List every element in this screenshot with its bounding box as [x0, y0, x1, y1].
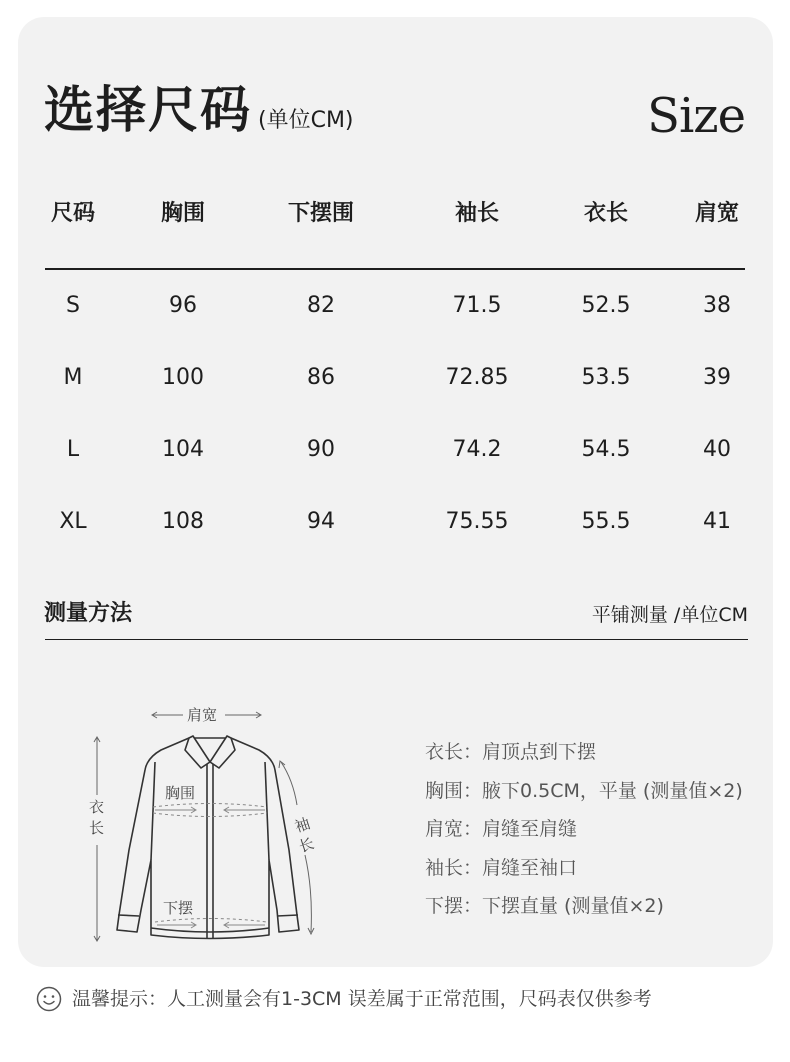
shirt-measurement-diagram: [85, 700, 335, 950]
table-cell: 100: [162, 365, 204, 390]
table-cell: 86: [307, 365, 335, 390]
column-header: 肩宽: [694, 201, 740, 226]
chest-label: 胸围: [165, 784, 196, 802]
sleeve-label-1: 袖: [292, 814, 313, 837]
column-header: 胸围: [160, 201, 206, 226]
measurement-descriptions: [425, 733, 765, 926]
table-header-divider: [45, 268, 745, 270]
column-header: 衣长: [583, 201, 629, 226]
table-row: [45, 502, 745, 542]
table-cell: 104: [162, 437, 204, 462]
table-cell: 52.5: [581, 293, 631, 318]
table-cell: 90: [307, 437, 335, 462]
table-cell: 75.55: [445, 509, 509, 534]
hem-label: 下摆: [163, 899, 194, 917]
method-note: 平铺测量 /单位CM: [591, 604, 748, 626]
description-line: 胸围：腋下0.5CM，平量 (测量值×2): [425, 779, 743, 802]
column-header: 尺码: [50, 201, 96, 226]
unit-label: (单位CM): [258, 108, 354, 133]
description-line: 下摆：下摆直量 (测量值×2): [425, 895, 664, 917]
column-header: 下摆围: [287, 201, 355, 226]
table-cell: 39: [703, 365, 731, 390]
table-header-row: [45, 194, 745, 234]
table-row: [45, 358, 745, 398]
table-cell: 96: [169, 293, 197, 318]
table-cell: 94: [307, 509, 335, 534]
table-cell: 108: [162, 509, 204, 534]
table-cell: 55.5: [581, 509, 631, 534]
smile-icon: [36, 986, 62, 1012]
table-row: [45, 430, 745, 470]
table-cell: 72.85: [445, 365, 509, 390]
description-line: 肩宽：肩缝至肩缝: [425, 818, 578, 840]
table-cell: 53.5: [581, 365, 631, 390]
size-wordmark: Size: [647, 88, 745, 144]
table-cell: 71.5: [452, 293, 502, 318]
length-label-1: 衣: [89, 798, 105, 816]
table-cell: 82: [307, 293, 335, 318]
table-cell: XL: [59, 509, 87, 534]
table-cell: 40: [703, 437, 731, 462]
shoulder-label: 肩宽: [187, 706, 218, 724]
table-cell: 38: [703, 293, 731, 318]
description-line: 衣长：肩顶点到下摆: [425, 741, 597, 763]
table-cell: 41: [703, 509, 731, 534]
column-header: 袖长: [454, 201, 500, 226]
method-title: 测量方法: [44, 601, 133, 626]
footer-text: 温馨提示：人工测量会有1-3CM 误差属于正常范围，尺码表仅供参考: [72, 988, 652, 1010]
description-line: 袖长：肩缝至袖口: [425, 856, 578, 879]
page-title: 选择尺码: [44, 81, 252, 139]
table-row: [45, 286, 745, 326]
table-cell: 74.2: [452, 437, 502, 462]
sleeve-label-2: 长: [296, 834, 317, 857]
table-cell: 54.5: [581, 437, 631, 462]
length-label-2: 长: [89, 819, 105, 837]
table-cell: M: [63, 365, 83, 390]
footer-tip: [36, 984, 652, 1014]
method-divider: [45, 639, 748, 640]
table-cell: L: [66, 437, 80, 462]
table-cell: S: [66, 293, 80, 318]
